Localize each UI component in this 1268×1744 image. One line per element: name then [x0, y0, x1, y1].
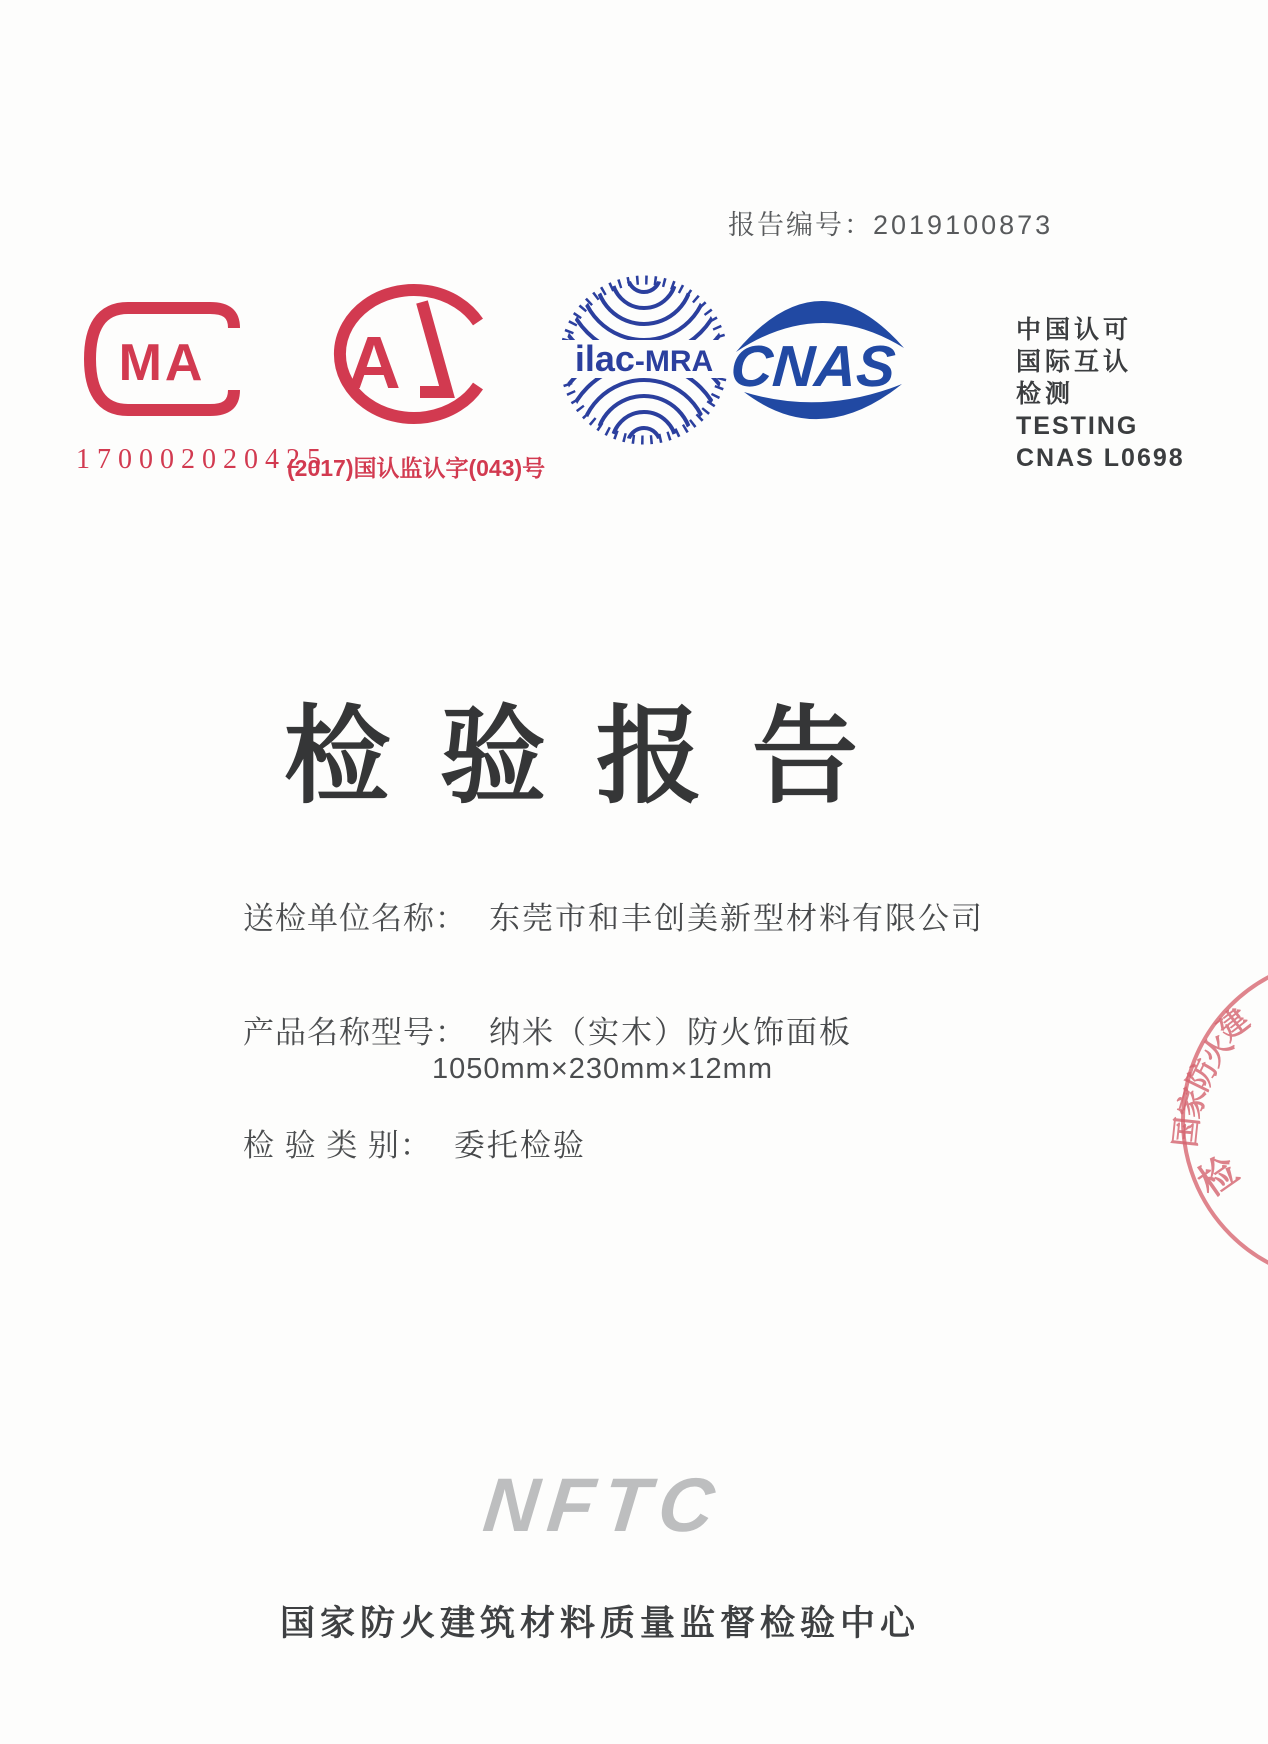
report-number-label: 报告编号：: [728, 210, 873, 240]
issuing-center-name: 国家防火建筑材料质量监督检验中心: [279, 1604, 920, 1643]
field-inspection-type-label: 检 验 类 别：: [243, 1128, 432, 1163]
stamp-center-char: 检: [1191, 1149, 1247, 1206]
stamp-char-2: 火: [1195, 1028, 1240, 1073]
field-client-name: [243, 893, 984, 938]
stamp-char-1: 建: [1211, 1003, 1256, 1048]
cal-logo-icon: [316, 276, 502, 439]
stamp-char-4: 家: [1173, 1083, 1213, 1122]
cnas-logo-icon: [730, 282, 908, 445]
cnas-line-4: TESTING: [1016, 412, 1139, 440]
red-seal-stamp-icon: [1008, 950, 1268, 1315]
field-product-name-value: 纳米（实木）防火饰面板: [489, 1015, 852, 1050]
cma-logo-icon: [78, 296, 250, 429]
field-inspection-type: [243, 1120, 586, 1165]
field-product-name: [243, 1007, 852, 1052]
field-product-name-label: 产品名称型号：: [243, 1015, 467, 1050]
cal-certificate-text: (2017)国认监认字(043)号: [287, 455, 546, 481]
cma-registration-number: 170002020425: [76, 444, 328, 475]
report-number-value: 2019100873: [873, 210, 1054, 240]
cnas-line-2: 国际互认: [1016, 348, 1133, 376]
svg-text:ilac-MRA: [575, 338, 713, 379]
cnas-accreditation-text: [1016, 314, 1185, 474]
ilac-text-rest: -MRA: [634, 345, 714, 378]
nftc-watermark: NFTC: [479, 1463, 728, 1548]
ilac-text-bold: ilac: [574, 338, 635, 379]
stamp-char-5: 国: [1169, 1115, 1206, 1149]
cal-letter: A: [347, 321, 401, 404]
cnas-line-5: CNAS L0698: [1016, 444, 1185, 472]
cma-letters: MA: [118, 334, 206, 392]
field-client-name-value: 东莞市和丰创美新型材料有限公司: [489, 901, 984, 936]
field-product-dimensions: 1050mm×230mm×12mm: [432, 1053, 773, 1085]
cnas-line-1: 中国认可: [1016, 316, 1133, 344]
report-number: [728, 203, 1053, 242]
cnas-line-3: 检测: [1016, 380, 1075, 408]
ilac-mra-logo-icon: [558, 270, 730, 455]
field-client-name-label: 送检单位名称：: [243, 901, 467, 936]
document-title: 检验报告: [284, 698, 908, 816]
field-inspection-type-value: 委托检验: [453, 1128, 586, 1163]
stamp-char-3: 防: [1181, 1054, 1225, 1097]
cnas-letters: CNAS: [730, 334, 898, 399]
